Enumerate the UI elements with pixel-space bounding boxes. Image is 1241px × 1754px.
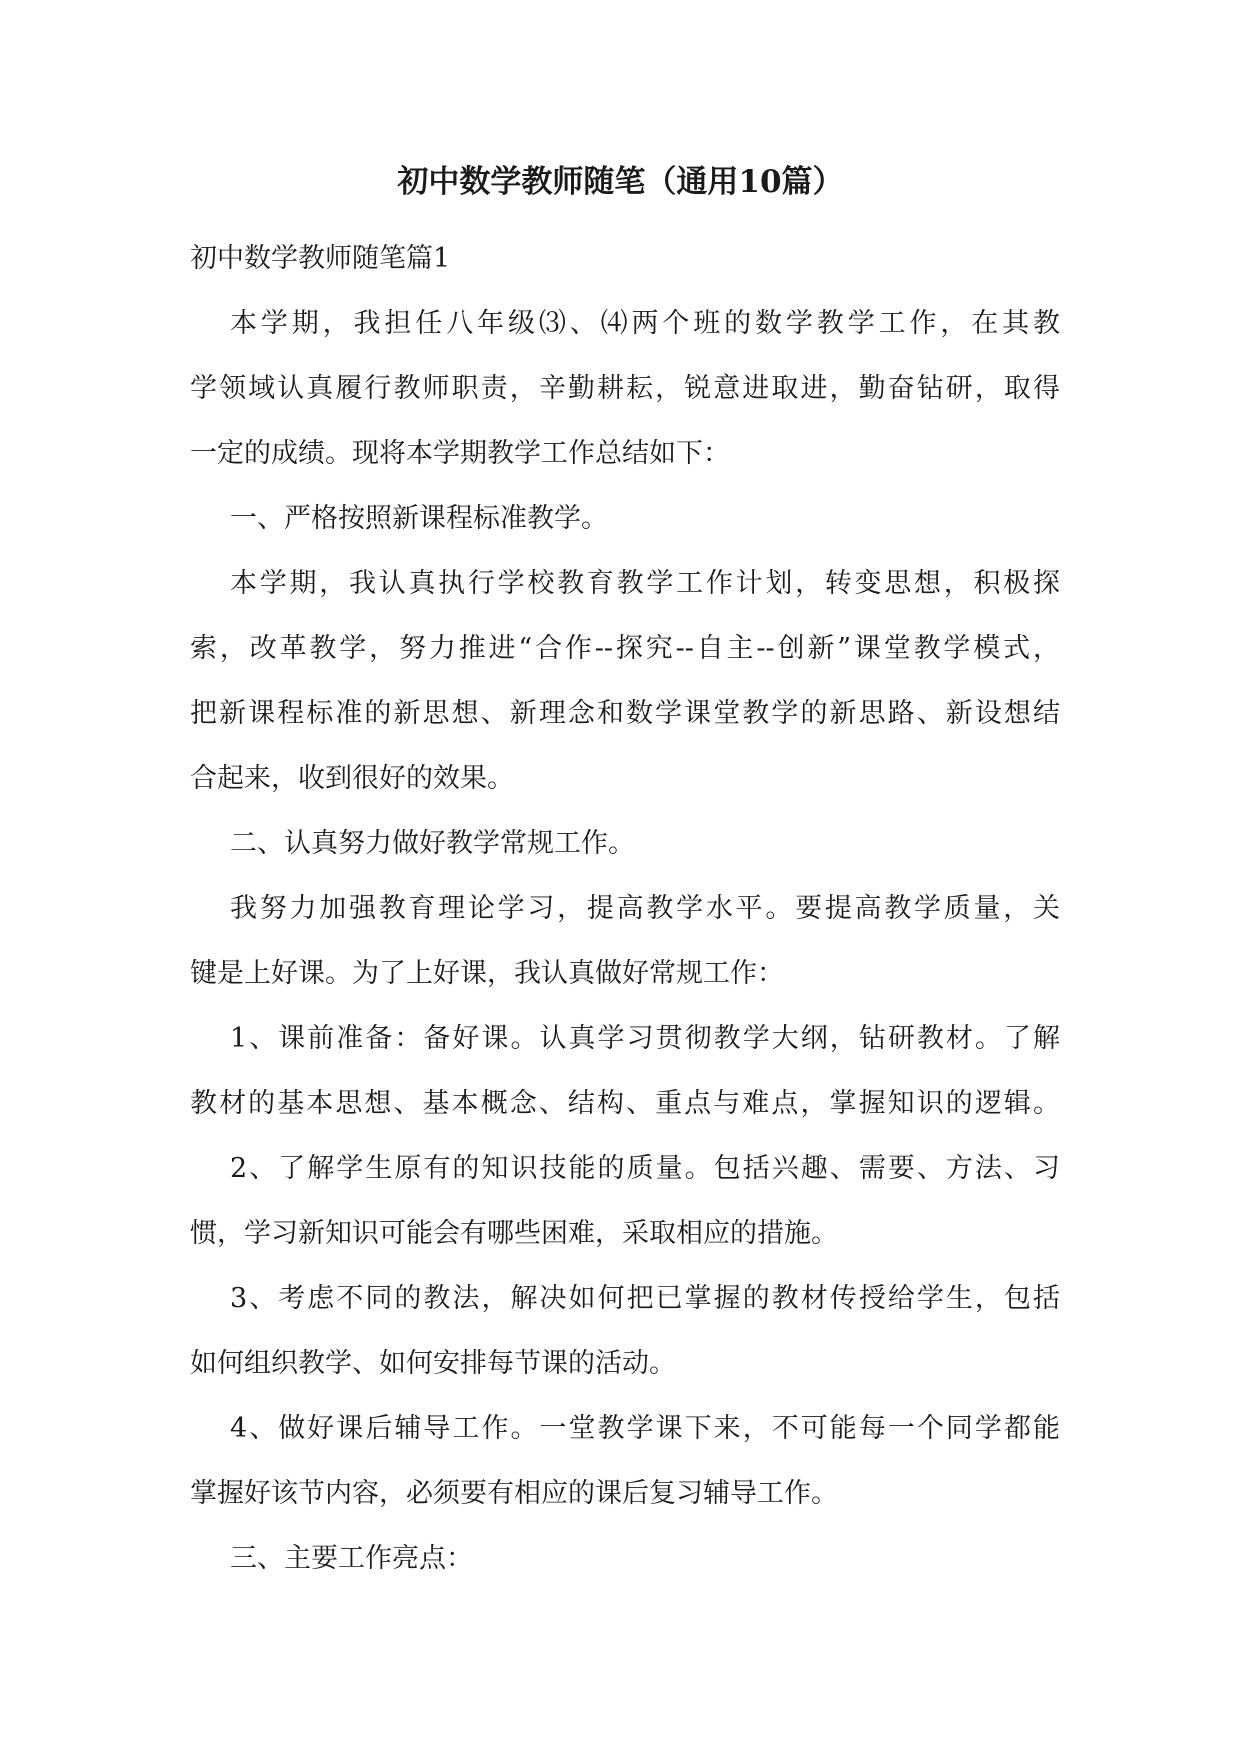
paragraph-line: 本学期，我担任八年级⑶、⑷两个班的数学教学工作，在其教 <box>230 308 1060 339</box>
document-title: 初中数学教师随笔（通用10篇） <box>397 164 844 200</box>
paragraph-line: 索，改革教学，努力推进“合作--探究--自主--创新”课堂教学模式， <box>190 633 1060 664</box>
paragraph-line: 掌握好该节内容，必须要有相应的课后复习辅导工作。 <box>190 1478 838 1509</box>
paragraph-line: 如何组织教学、如何安排每节课的活动。 <box>190 1348 676 1379</box>
paragraph-line: 2、了解学生原有的知识技能的质量。包括兴趣、需要、方法、习 <box>230 1153 1060 1184</box>
paragraph-line: 惯，学习新知识可能会有哪些困难，采取相应的措施。 <box>190 1218 838 1249</box>
document-body <box>190 226 1060 1591</box>
section-heading: 初中数学教师随笔篇1 <box>190 243 451 274</box>
paragraph-line: 3、考虑不同的教法，解决如何把已掌握的教材传授给学生，包括 <box>230 1283 1060 1314</box>
paragraph-line: 本学期，我认真执行学校教育教学工作计划，转变思想，积极探 <box>230 568 1060 599</box>
paragraph-line: 学领域认真履行教师职责，辛勤耕耘，锐意进取进，勤奋钻研，取得 <box>190 373 1060 404</box>
paragraph-line: 合起来，收到很好的效果。 <box>190 763 514 794</box>
paragraph-line: 把新课程标准的新思想、新理念和数学课堂教学的新思路、新设想结 <box>190 698 1060 729</box>
subheading-line: 一、严格按照新课程标准教学。 <box>230 503 608 534</box>
paragraph-line: 我努力加强教育理论学习，提高教学水平。要提高教学质量，关 <box>230 893 1060 924</box>
paragraph-line: 4、做好课后辅导工作。一堂教学课下来，不可能每一个同学都能 <box>230 1413 1060 1444</box>
paragraph-line: 教材的基本思想、基本概念、结构、重点与难点，掌握知识的逻辑。 <box>190 1088 1060 1119</box>
paragraph-line: 一定的成绩。现将本学期教学工作总结如下： <box>190 438 730 469</box>
subheading-line: 二、认真努力做好教学常规工作。 <box>230 828 635 859</box>
paragraph-line: 1、课前准备：备好课。认真学习贯彻教学大纲，钻研教材。了解 <box>230 1023 1060 1054</box>
paragraph-line: 键是上好课。为了上好课，我认真做好常规工作： <box>190 958 784 989</box>
subheading-line: 三、主要工作亮点： <box>230 1543 473 1574</box>
